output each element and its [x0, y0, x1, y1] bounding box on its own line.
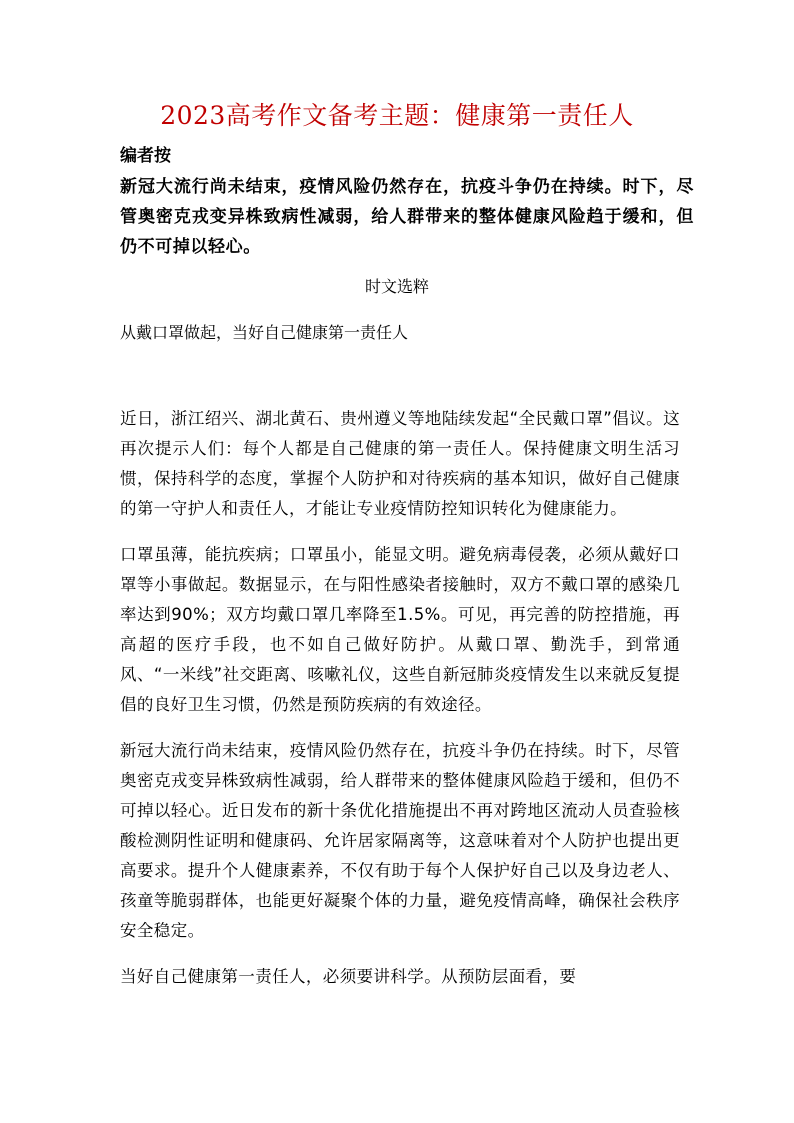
editor-note-label: 编者按: [120, 146, 171, 166]
document-title: 2023高考作文备考主题：健康第一责任人: [160, 101, 634, 130]
paragraph: 当好自己健康第一责任人，必须要讲科学。从预防层面看，要: [120, 967, 577, 986]
paragraph: 近日，浙江绍兴、湖北黄石、贵州遵义等地陆续发起“全民戴口罩”倡议。这再次提示人们：每个人都是自己健康的第一责任人。保持健康文明生活习惯，保持科学的态度，掌握个人防护和对待疾病的基本知识，做好自己健康的第一守护人和责任人，才能让专业疫情防控知识转化为健康能力。: [120, 409, 680, 518]
article-title: 从戴口罩做起，当好自己健康第一责任人: [120, 323, 409, 342]
paragraph: 新冠大流行尚未结束，疫情风险仍然存在，抗疫斗争仍在持续。时下，尽管奥密克戎变异株致病性减弱，给人群带来的整体健康风险趋于缓和，但仍不可掉以轻心。近日发布的新十条优化措施提出不再对跨地区流动人员查验核酸检测阴性证明和健康码、允许居家隔离等，这意味着对个人防护也提出更高要求。提升个人健康素养，不仅有助于每个人保护好自己以及身边老人、孩童等脆弱群体，也能更好凝聚个体的力量，避免疫情高峰，确保社会秩序安全稳定。: [120, 741, 680, 940]
article-body: [120, 404, 680, 1008]
section-heading: 时文选粹: [364, 277, 429, 296]
editor-note-text: 新冠大流行尚未结束，疫情风险仍然存在，抗疫斗争仍在持续。时下，尽管奥密克戎变异株致病性减弱，给人群带来的整体健康风险趋于缓和，但仍不可掉以轻心。: [120, 177, 694, 257]
paragraph: 口罩虽薄，能抗疾病；口罩虽小，能显文明。避免病毒侵袭，必须从戴好口罩等小事做起。数据显示，在与阳性感染者接触时，双方不戴口罩的感染几率达到90%；双方均戴口罩几率降至1.5%。可见，再完善的防控措施，再高超的医疗手段，也不如自己做好防护。从戴口罩、勤洗手，到常通风、“一米线”社交距离、咳嗽礼仪，这些自新冠肺炎疫情发生以来就反复提倡的良好卫生习惯，仍然是预防疾病的有效途径。: [120, 545, 680, 714]
